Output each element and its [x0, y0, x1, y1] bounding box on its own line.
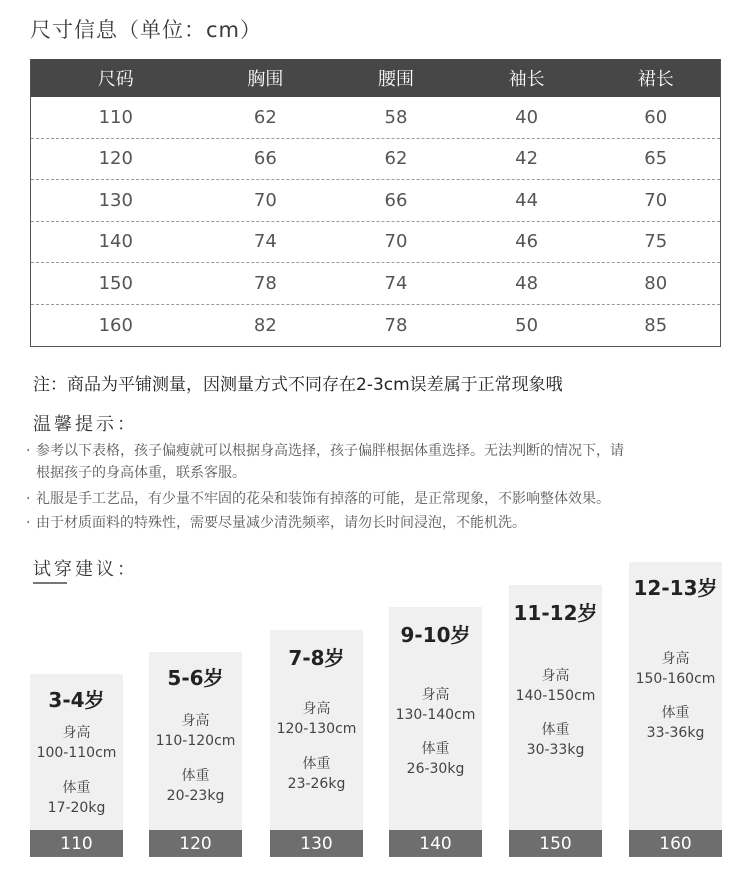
card-size: 130	[270, 830, 363, 857]
weight-label: 体重	[541, 722, 570, 738]
card-age: 11-12岁	[513, 601, 598, 625]
header-size: 尺码	[97, 69, 134, 90]
table-row	[31, 97, 720, 139]
height-value: 110-120cm	[155, 733, 236, 749]
weight-value: 23-26kg	[287, 776, 346, 792]
table-cell: 50	[515, 314, 539, 336]
height-label: 身高	[421, 687, 450, 703]
table-cell: 75	[644, 231, 668, 253]
height-label: 身高	[661, 651, 690, 667]
card-age: 3-4岁	[48, 688, 105, 712]
table-cell: 78	[384, 314, 408, 336]
table-row	[31, 139, 720, 181]
weight-label: 体重	[421, 741, 450, 757]
weight-value: 17-20kg	[47, 800, 106, 816]
table-cell: 140	[98, 231, 133, 253]
table-cell: 42	[515, 148, 539, 170]
height-label: 身高	[62, 725, 91, 741]
card-age: 5-6岁	[167, 666, 224, 690]
table-cell: 46	[515, 231, 539, 253]
tip-item	[26, 512, 526, 534]
height-label: 身高	[302, 701, 331, 717]
tips-title: 温馨提示：	[33, 414, 138, 435]
table-cell: 65	[644, 148, 668, 170]
page-title: 尺寸信息（单位：cm）	[30, 18, 263, 42]
table-cell: 60	[644, 106, 668, 128]
bullet: ·	[26, 515, 31, 531]
table-cell: 70	[253, 189, 277, 211]
header-waist: 腰围	[377, 69, 414, 90]
table-cell: 66	[384, 189, 408, 211]
weight-label: 体重	[302, 756, 331, 772]
fitting-card	[629, 562, 722, 857]
table-cell: 120	[98, 148, 133, 170]
table-cell: 82	[253, 314, 277, 336]
fitting-card	[389, 607, 482, 857]
height-value: 150-160cm	[635, 671, 716, 687]
table-cell: 130	[98, 189, 133, 211]
weight-label: 体重	[62, 780, 91, 796]
table-cell: 70	[384, 231, 408, 253]
table-cell: 150	[98, 272, 133, 294]
table-row	[31, 305, 720, 347]
measurement-note: 注：商品为平铺测量，因测量方式不同存在2-3cm误差属于正常现象哦	[33, 375, 563, 395]
header-sleeve: 袖长	[508, 69, 545, 90]
table-cell: 160	[98, 314, 133, 336]
height-value: 120-130cm	[276, 721, 357, 737]
table-cell: 70	[644, 189, 668, 211]
height-value: 140-150cm	[515, 688, 596, 704]
fitting-card	[509, 585, 602, 857]
tip-text: 根据孩子的身高体重，联系客服。	[36, 465, 246, 481]
fitting-card	[149, 652, 242, 857]
bullet: ·	[26, 443, 31, 459]
table-cell: 80	[644, 272, 668, 294]
table-row	[31, 222, 720, 264]
weight-label: 体重	[661, 705, 690, 721]
tip-item	[26, 440, 726, 484]
table-header	[31, 59, 720, 97]
card-size: 160	[629, 830, 722, 857]
table-cell: 74	[253, 231, 277, 253]
card-size: 140	[389, 830, 482, 857]
table-cell: 58	[384, 106, 408, 128]
tip-text: 参考以下表格，孩子偏瘦就可以根据身高选择，孩子偏胖根据体重选择。无法判断的情况下，请	[36, 443, 624, 459]
card-size: 150	[509, 830, 602, 857]
card-age: 7-8岁	[288, 646, 345, 670]
height-label: 身高	[541, 668, 570, 684]
table-cell: 110	[98, 106, 133, 128]
table-cell: 78	[253, 272, 277, 294]
header-skirt: 裙长	[637, 69, 674, 90]
table-row	[31, 180, 720, 222]
fitting-title: 试穿建议：	[33, 559, 138, 580]
tip-text: 由于材质面料的特殊性，需要尽量减少清洗频率，请勿长时间浸泡，不能机洗。	[36, 515, 526, 531]
bullet: ·	[26, 491, 31, 507]
table-cell: 66	[253, 148, 277, 170]
table-cell: 48	[515, 272, 539, 294]
weight-value: 30-33kg	[526, 742, 585, 758]
weight-value: 20-23kg	[166, 788, 225, 804]
weight-label: 体重	[181, 768, 210, 784]
table-cell: 74	[384, 272, 408, 294]
tip-text: 礼服是手工艺品，有少量不牢固的花朵和装饰有掉落的可能，是正常现象，不影响整体效果。	[36, 491, 610, 507]
tip-item	[26, 488, 610, 510]
card-age: 9-10岁	[400, 623, 471, 647]
card-size: 120	[149, 830, 242, 857]
weight-value: 26-30kg	[406, 761, 465, 777]
height-value: 100-110cm	[36, 745, 117, 761]
fitting-card	[270, 630, 363, 857]
height-value: 130-140cm	[395, 707, 476, 723]
table-cell: 44	[515, 189, 539, 211]
table-cell: 62	[253, 106, 277, 128]
table-cell: 85	[644, 314, 668, 336]
table-cell: 62	[384, 148, 408, 170]
weight-value: 33-36kg	[646, 725, 705, 741]
table-cell: 40	[515, 106, 539, 128]
size-table	[30, 59, 721, 347]
card-age: 12-13岁	[633, 576, 718, 600]
height-label: 身高	[181, 713, 210, 729]
card-size: 110	[30, 830, 123, 857]
fitting-card	[30, 674, 123, 857]
header-chest: 胸围	[247, 69, 284, 90]
table-row	[31, 263, 720, 305]
divider	[33, 582, 67, 584]
